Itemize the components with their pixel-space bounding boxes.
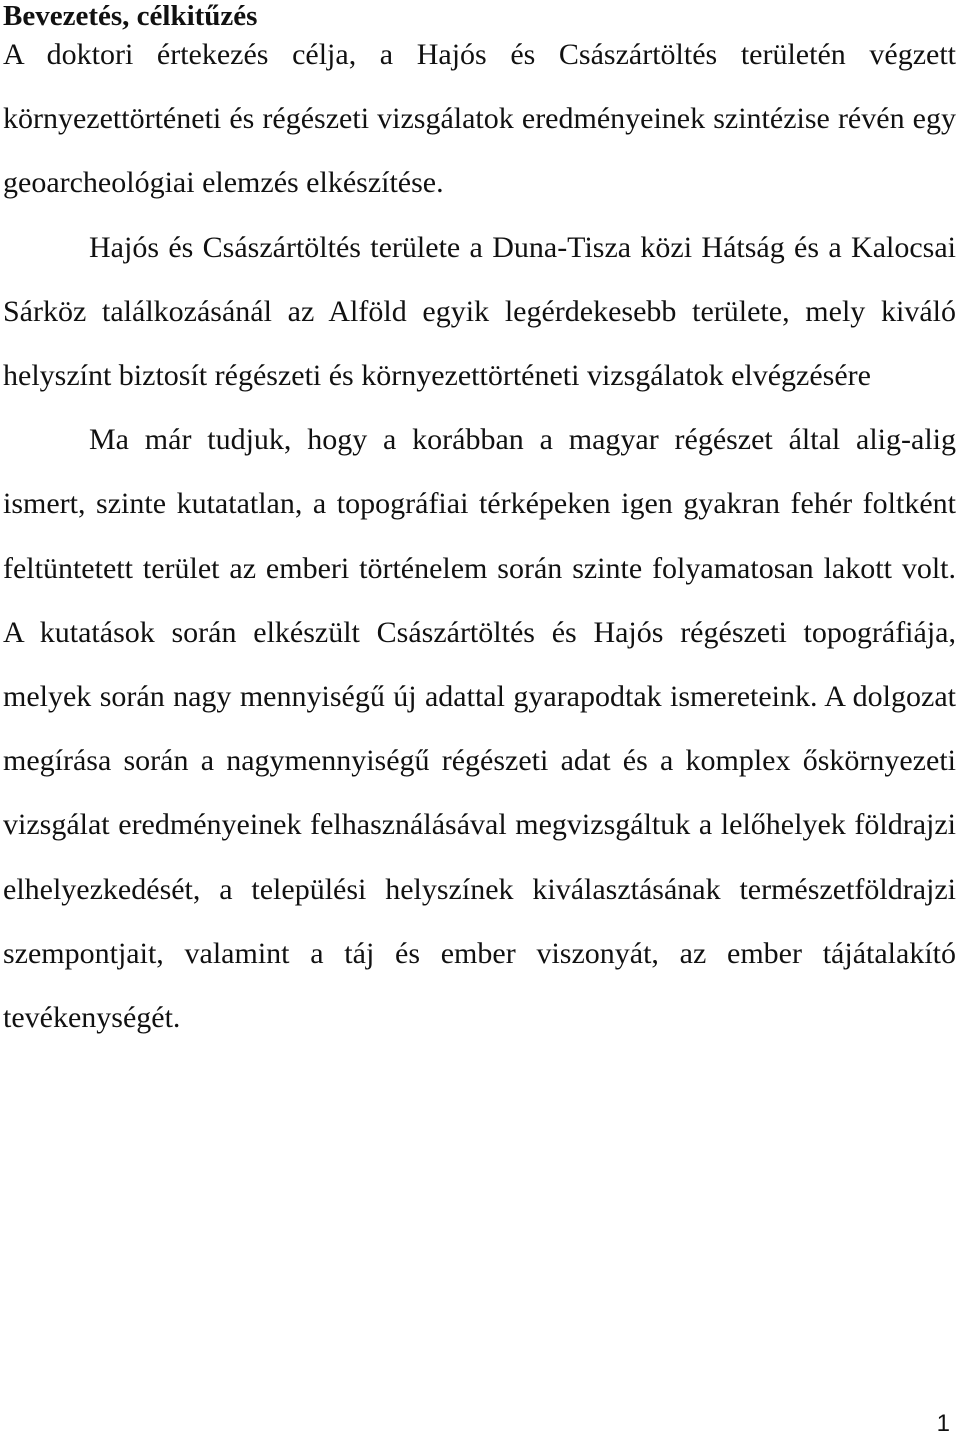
paragraph-research-results: Ma már tudjuk, hogy a korábban a magyar régészet által alig-alig ismert, szinte kutatatlan, a topográfiai térképeken igen gyakran fehér foltként feltüntetett terület az emberi történelem során szinte folyamatosan lakott volt. A kutatások során elkészült Császártöltés és Hajós régészeti topográfiája, melyek során nagy mennyiségű új adattal gyarapodtak ismereteink. A dolgozat megírása során a nagymennyiségű régészeti adat és a komplex őskörnyezeti vizsgálat eredményeinek felhasználásával megvizsgáltuk a lelőhelyek földrajzi elhelyezkedését, a települési helyszínek kiválasztásának természetföldrajzi szempontjait, valamint a táj és ember viszonyát, az ember tájátalakító tevékenységét. <box>3 423 956 1035</box>
paragraph-study-area: Hajós és Császártöltés területe a Duna-Tisza közi Hátság és a Kalocsai Sárköz találkozásánál az Alföld egyik legérdekesebb területe, mely kiváló helyszínt biztosít régészeti és környezettörténeti vizsgálatok elvégzésére <box>3 230 956 393</box>
paragraph-aim: A doktori értekezés célja, a Hajós és Császártöltés területén végzett környezettörténeti és régészeti vizsgálatok eredményeinek szintézise révén egy geoarcheológiai elemzés elkészítése. <box>3 38 956 200</box>
section-heading: Bevezetés, célkitűzés <box>3 0 258 32</box>
page-number: 1 <box>936 1410 950 1437</box>
